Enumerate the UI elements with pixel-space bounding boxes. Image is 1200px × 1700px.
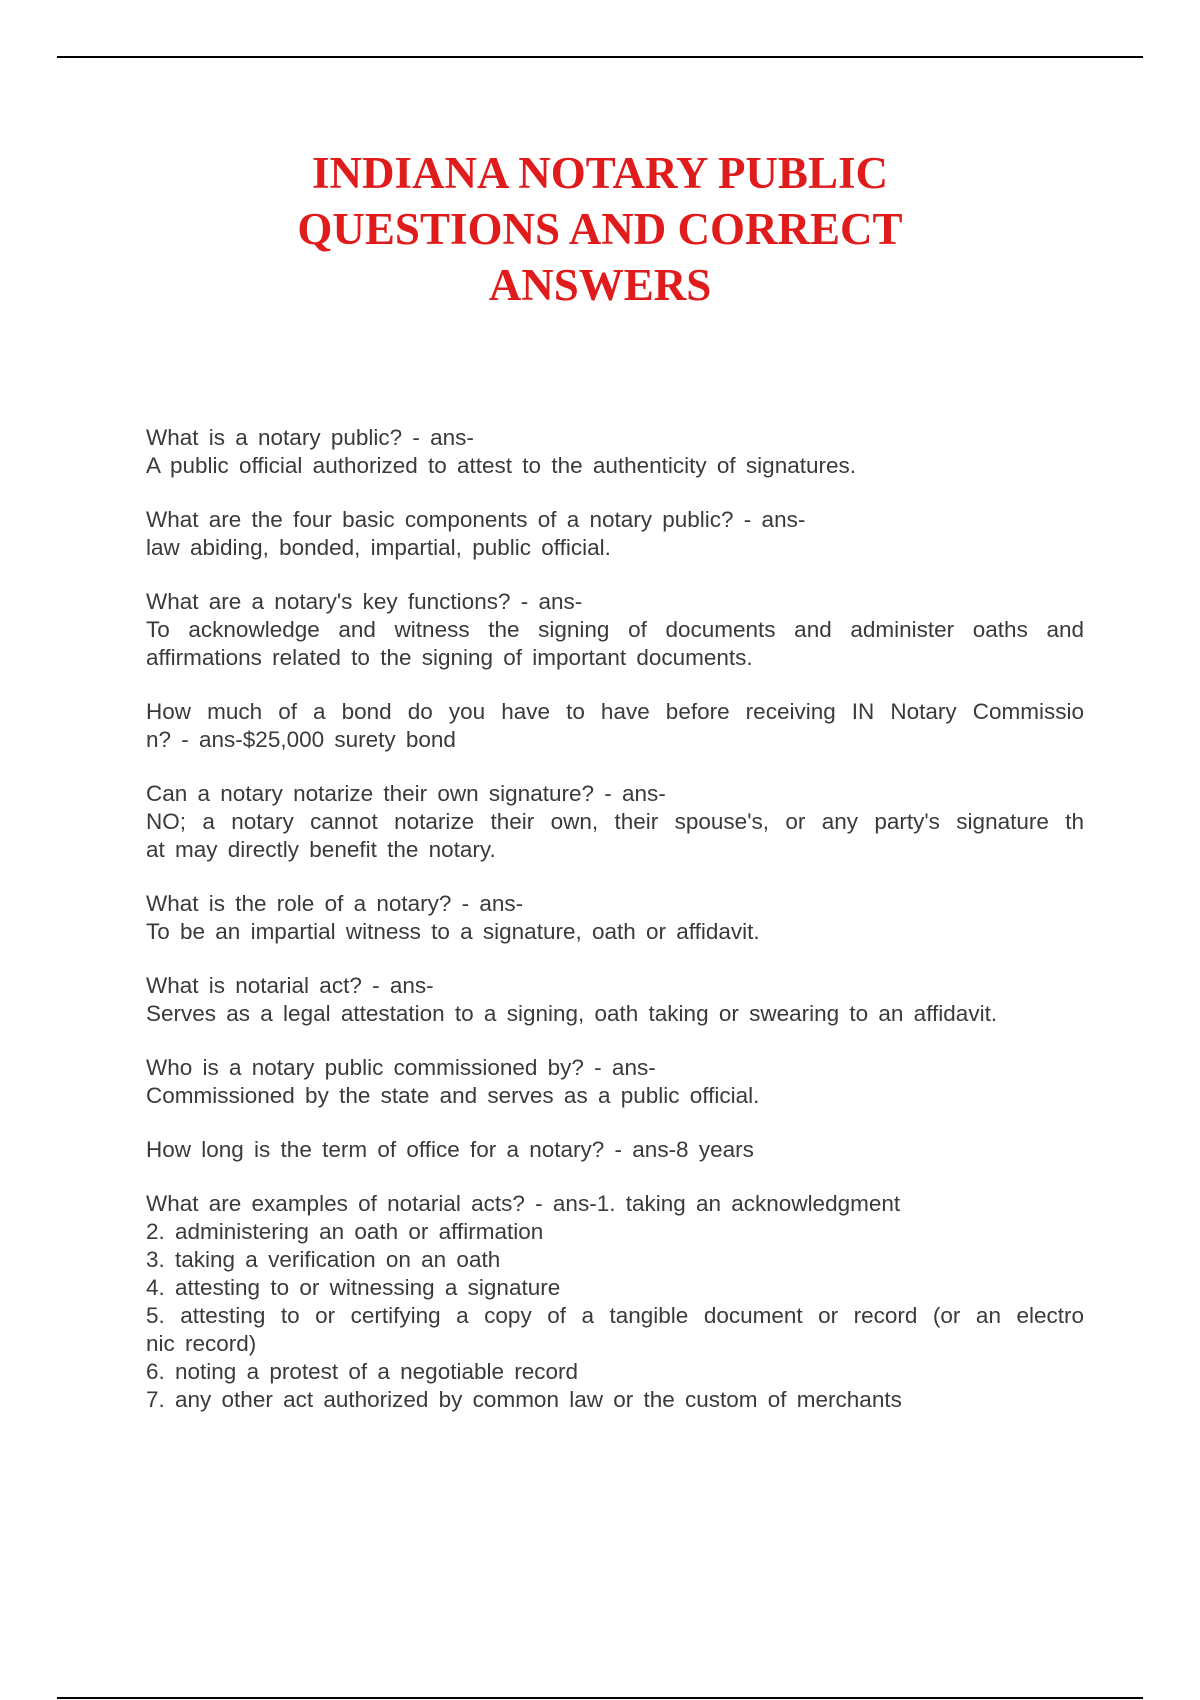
qa-item — [146, 588, 1084, 672]
answer-line: 4. attesting to or witnessing a signature — [146, 1275, 561, 1300]
answer-line: A public official authorized to attest to the authenticity of signatures. — [146, 453, 856, 478]
answer-line: 5. attesting to or certifying a copy of a tangible document or record (or an electro — [146, 1303, 1084, 1328]
question-line: What are the four basic components of a notary public? - ans- — [146, 507, 806, 532]
qa-item — [146, 972, 1084, 1028]
qa-item — [146, 506, 1084, 562]
qa-item — [146, 698, 1084, 754]
answer-line: at may directly benefit the notary. — [146, 837, 496, 862]
question-line: Can a notary notarize their own signature? - ans- — [146, 781, 666, 806]
document-title — [0, 145, 1200, 313]
top-rule — [57, 56, 1143, 58]
qa-item — [146, 424, 1084, 480]
question-line: What are examples of notarial acts? - ans-1. taking an acknowledgment — [146, 1191, 901, 1216]
answer-line: To be an impartial witness to a signature, oath or affidavit. — [146, 919, 760, 944]
question-line: How much of a bond do you have to have before receiving IN Notary Commissio — [146, 699, 1084, 724]
question-line: How long is the term of office for a notary? - ans-8 years — [146, 1137, 754, 1162]
answer-line: 6. noting a protest of a negotiable record — [146, 1359, 579, 1384]
qa-item — [146, 1054, 1084, 1110]
question-line: What is notarial act? - ans- — [146, 973, 434, 998]
qa-item — [146, 1190, 1084, 1414]
qa-list — [146, 424, 1084, 1440]
answer-line: Serves as a legal attestation to a signing, oath taking or swearing to an affidavit. — [146, 1001, 998, 1026]
qa-item — [146, 780, 1084, 864]
answer-line: Commissioned by the state and serves as a public official. — [146, 1083, 760, 1108]
answer-line: nic record) — [146, 1331, 257, 1356]
question-line: What is the role of a notary? - ans- — [146, 891, 524, 916]
qa-item — [146, 890, 1084, 946]
title-line: ANSWERS — [488, 260, 712, 310]
answer-line: NO; a notary cannot notarize their own, their spouse's, or any party's signature th — [146, 809, 1084, 834]
title-line: QUESTIONS AND CORRECT — [297, 204, 903, 254]
answer-line: affirmations related to the signing of important documents. — [146, 645, 753, 670]
question-line: What is a notary public? - ans- — [146, 425, 474, 450]
title-line: INDIANA NOTARY PUBLIC — [312, 148, 888, 198]
qa-item — [146, 1136, 1084, 1164]
answer-line: n? - ans-$25,000 surety bond — [146, 727, 456, 752]
answer-line: 3. taking a verification on an oath — [146, 1247, 501, 1272]
answer-line: 2. administering an oath or affirmation — [146, 1219, 544, 1244]
answer-line: 7. any other act authorized by common law or the custom of merchants — [146, 1387, 902, 1412]
question-line: Who is a notary public commissioned by? - ans- — [146, 1055, 656, 1080]
answer-line: law abiding, bonded, impartial, public official. — [146, 535, 611, 560]
question-line: What are a notary's key functions? - ans- — [146, 589, 583, 614]
answer-line: To acknowledge and witness the signing of documents and administer oaths and — [146, 617, 1084, 642]
bottom-rule — [57, 1697, 1143, 1699]
